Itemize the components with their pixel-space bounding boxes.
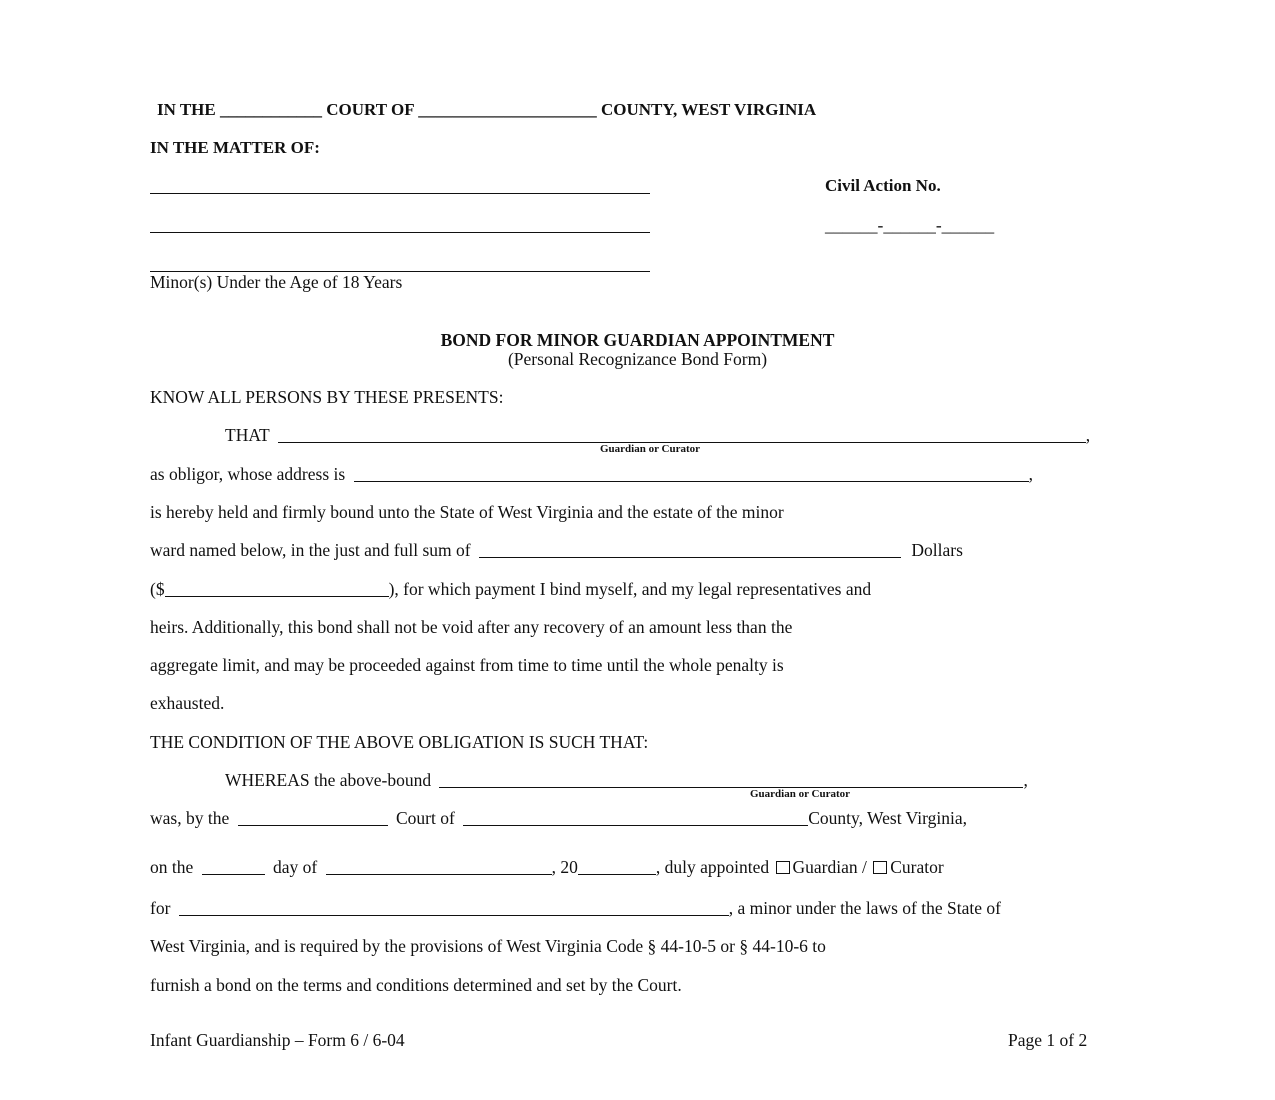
- year-field[interactable]: [578, 874, 656, 875]
- document-subtitle: (Personal Recognizance Bond Form): [507, 349, 768, 369]
- guardian-or-curator-caption-1: Guardian or Curator: [600, 443, 701, 455]
- appointment-date-line: [150, 857, 944, 877]
- court-header-line: IN THE ____________ COURT OF _____________________ COUNTY, WEST VIRGINIA: [157, 100, 817, 119]
- county-wv-text: County, West Virginia,: [808, 808, 967, 828]
- heirs-line: heirs. Additionally, this bond shall not be void after any recovery of an amount less than the: [150, 617, 793, 637]
- know-all-heading: KNOW ALL PERSONS BY THESE PRESENTS:: [150, 387, 504, 407]
- sum-in-figures-field[interactable]: [165, 596, 389, 597]
- above-bound-guardian-field[interactable]: [439, 787, 1023, 788]
- was-by-the: was, by the: [150, 808, 230, 828]
- sum-in-words-field[interactable]: [479, 557, 901, 558]
- whereas-prefix: WHEREAS the above-bound: [225, 770, 432, 790]
- aggregate-line: aggregate limit, and may be proceeded against from time to time until the whole penalty is: [150, 655, 784, 675]
- day-of-text: day of: [273, 857, 318, 877]
- payment-line: [150, 579, 871, 599]
- curator-checkbox[interactable]: [873, 861, 887, 874]
- furnish-bond-line: furnish a bond on the terms and conditions determined and set by the Court.: [150, 975, 682, 995]
- ward-sum-line: [150, 540, 963, 560]
- whereas-line: [225, 770, 1028, 790]
- document-title: BOND FOR MINOR GUARDIAN APPOINTMENT: [440, 330, 835, 350]
- guardian-or-curator-caption-2: Guardian or Curator: [750, 788, 851, 800]
- payment-prefix: ($: [150, 579, 165, 599]
- year-prefix-text: , 20: [551, 857, 578, 877]
- minor-caption: Minor(s) Under the Age of 18 Years: [150, 272, 403, 292]
- that-line: [225, 425, 1090, 445]
- obligor-line: [150, 464, 1033, 484]
- obligor-address-field[interactable]: [354, 481, 1029, 482]
- dollars-word: Dollars: [911, 540, 963, 560]
- day-field[interactable]: [202, 874, 265, 875]
- duly-appointed-text: , duly appointed: [655, 857, 770, 877]
- for-word: for: [150, 898, 171, 918]
- guardian-option-label: Guardian /: [792, 857, 867, 877]
- footer-page-number: Page 1 of 2: [1008, 1030, 1088, 1050]
- condition-heading: THE CONDITION OF THE ABOVE OBLIGATION IS SUCH THAT:: [150, 732, 649, 752]
- court-of-text: Court of: [395, 808, 455, 828]
- that-comma: ,: [1085, 425, 1091, 445]
- exhausted-line: exhausted.: [150, 693, 225, 713]
- payment-rest: ), for which payment I bind myself, and my legal representatives and: [388, 579, 872, 599]
- matter-name-line-1[interactable]: [150, 193, 650, 194]
- that-word: THAT: [225, 425, 270, 445]
- matter-name-line-2[interactable]: [150, 232, 650, 233]
- on-the-text: on the: [150, 857, 194, 877]
- appointed-court-line: [150, 808, 967, 828]
- civil-action-number-field[interactable]: ______-______-______: [825, 215, 995, 235]
- minor-laws-text: , a minor under the laws of the State of: [728, 898, 1001, 918]
- court-type-field[interactable]: [238, 825, 388, 826]
- minor-name-line: [150, 898, 1001, 918]
- month-field[interactable]: [326, 874, 552, 875]
- footer-form-id: Infant Guardianship – Form 6 / 6-04: [150, 1030, 405, 1050]
- county-name-field[interactable]: [463, 825, 808, 826]
- whereas-comma: ,: [1023, 770, 1028, 790]
- ward-prefix: ward named below, in the just and full sum of: [150, 540, 471, 560]
- obligor-prefix: as obligor, whose address is: [150, 464, 346, 484]
- held-bound-line: is hereby held and firmly bound unto the State of West Virginia and the estate of the minor: [150, 502, 784, 522]
- minor-name-field[interactable]: [179, 915, 729, 916]
- matter-of-heading: IN THE MATTER OF:: [150, 138, 320, 157]
- guardian-checkbox[interactable]: [776, 861, 790, 874]
- wv-code-line: West Virginia, and is required by the provisions of West Virginia Code § 44-10-5 or § 44-10-6 to: [150, 936, 826, 956]
- curator-option-label: Curator: [890, 857, 944, 877]
- obligor-comma: ,: [1028, 464, 1033, 484]
- civil-action-label: Civil Action No.: [825, 176, 941, 195]
